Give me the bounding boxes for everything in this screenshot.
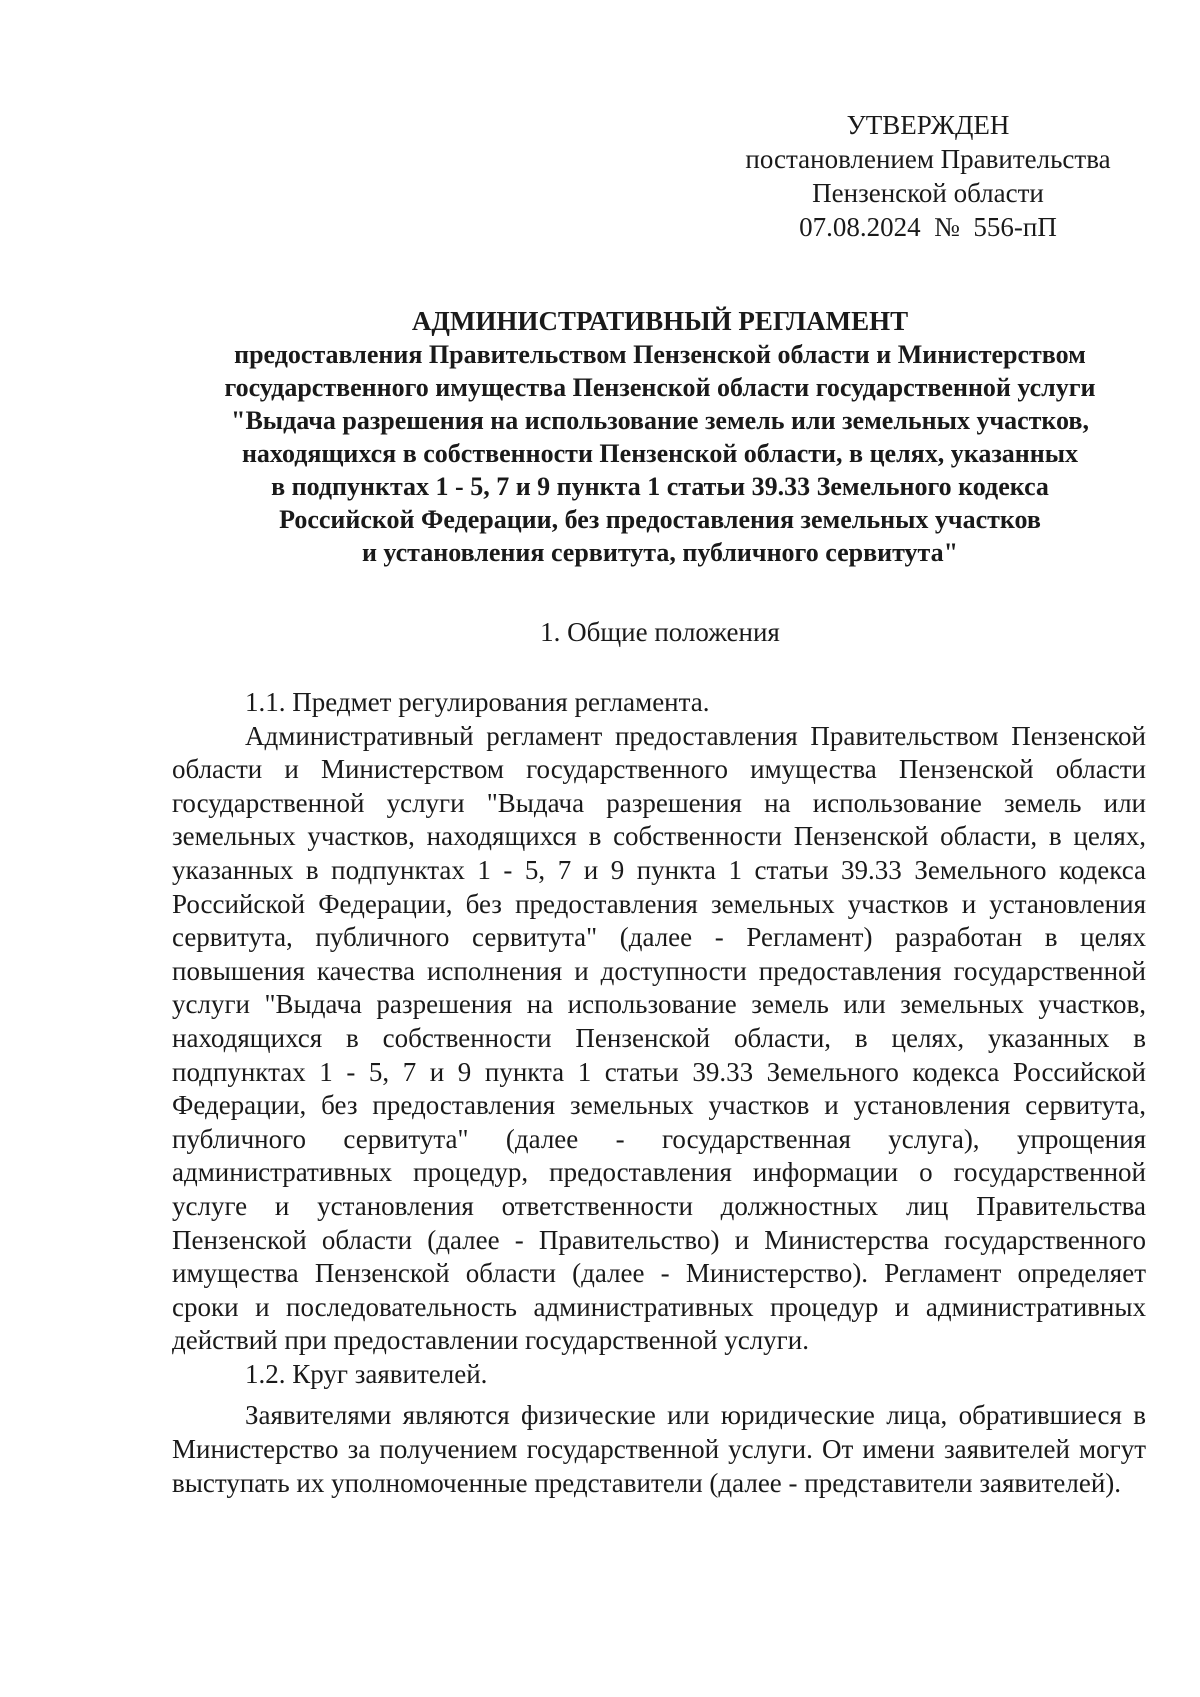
- title-line: государственного имущества Пензенской области государственной услуги: [224, 373, 1096, 402]
- title-line: находящихся в собственности Пензенской области, в целях, указанных: [241, 439, 1079, 468]
- document-title: [150, 305, 1170, 569]
- subsection-heading: 1.1. Предмет регулирования регламента.: [245, 687, 710, 717]
- title-line: предоставления Правительством Пензенской области и Министерством: [234, 340, 1086, 369]
- title-line: в подпунктах 1 - 5, 7 и 9 пункта 1 статьи 39.33 Земельного кодекса: [271, 472, 1049, 501]
- subsection-heading: 1.2. Круг заявителей.: [245, 1358, 488, 1389]
- paragraph: Административный регламент предоставления Правительством Пензенской области и Министерством государственного имущества Пензенской области государственной услуги "Выдача разрешения на использование земель или земельных участков, находящихся в собственности Пензенской области, в целях, указанных в подпунктах 1 - 5, 7 и 9 пункта 1 статьи 39.33 Земельного кодекса Российской Федерации, без предоставления земельных участков и установления сервитута, публичного сервитута" (далее - Регламент) разработан в целях повышения качества исполнения и доступности предоставления государственной услуги "Выдача разрешения на использование земель или земельных участков, находящихся в собственности Пензенской области, в целях, указанных в подпунктах 1 - 5, 7 и 9 пункта 1 статьи 39.33 Земельного кодекса Российской Федерации, без предоставления земельных участков и установления сервитута, публичного сервитута" (далее - государственная услуга), упрощения административных процедур, предоставления информации о государственной услуге и установления ответственности должностных лиц Правительства Пензенской области (далее - Правительство) и Министерства государственного имущества Пензенской области (далее - Министерство). Регламент определяет сроки и последовательность административных процедур и административных действий при предоставлении государственной услуги.: [172, 720, 1146, 1356]
- paragraph: Заявителями являются физические или юридические лица, обратившиеся в Министерство за получением государственной услуги. От имени заявителей могут выступать их уполномоченные представители (далее - представители заявителей).: [172, 1400, 1146, 1498]
- approval-decree: постановлением Правительства: [745, 144, 1111, 174]
- title-main: АДМИНИСТРАТИВНЫЙ РЕГЛАМЕНТ: [411, 306, 909, 336]
- title-line: и установления сервитута, публичного сервитута": [361, 538, 959, 567]
- approval-region: Пензенской области: [812, 178, 1044, 208]
- approval-stamp: [718, 108, 1138, 244]
- section-heading: 1. Общие положения: [540, 617, 780, 647]
- approval-title: УТВЕРЖДЕН: [846, 110, 1010, 140]
- title-line: Российской Федерации, без предоставления земельных участков: [279, 505, 1041, 534]
- section-body: [172, 686, 1146, 1500]
- title-line: "Выдача разрешения на использование земель или земельных участков,: [231, 406, 1089, 435]
- approval-date-number: 07.08.2024 № 556-пП: [799, 212, 1057, 242]
